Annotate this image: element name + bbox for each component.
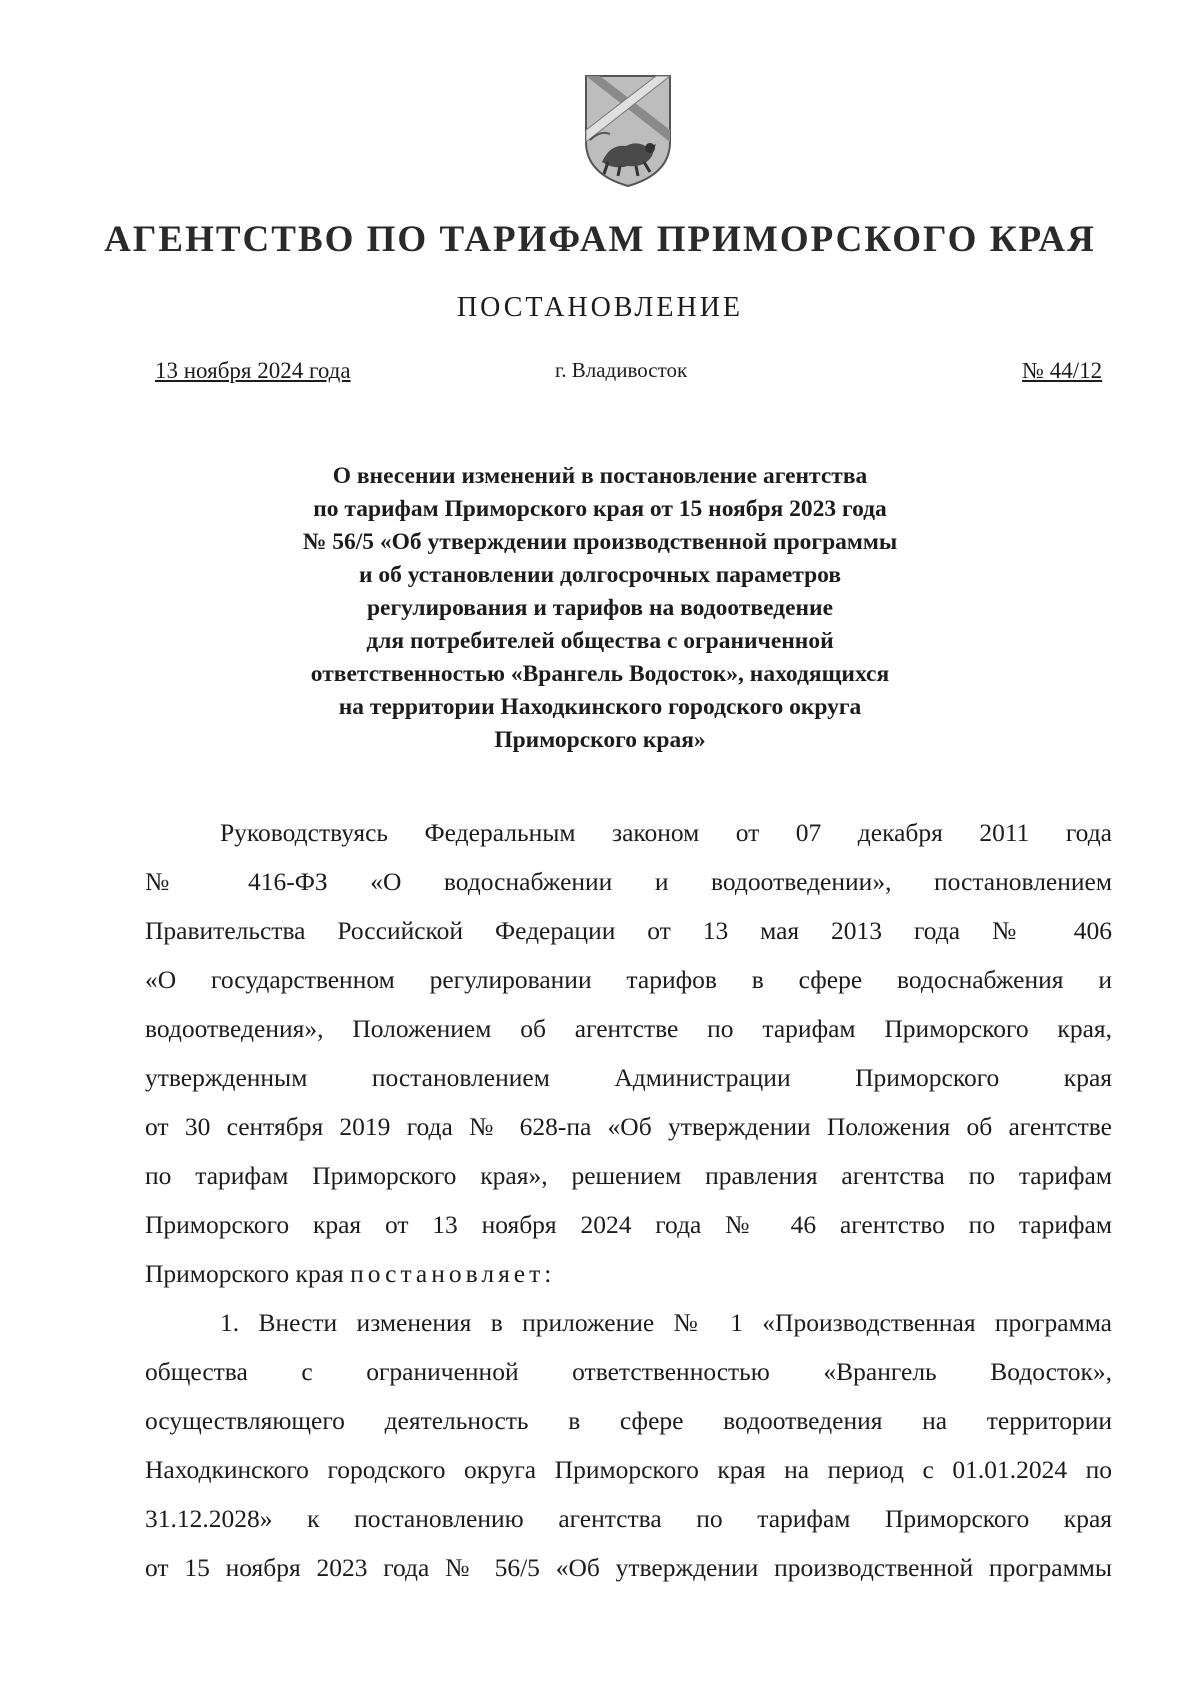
resolves-word: постановляет:: [350, 1259, 556, 1288]
body-line: по тарифам Приморского края», решением правления агентства по тарифам: [145, 1161, 1112, 1190]
body-line: Приморского края от 13 ноября 2024 года № 46 агентство по тарифам: [145, 1210, 1112, 1239]
agency-name: АГЕНТСТВО ПО ТАРИФАМ ПРИМОРСКОГО КРАЯ: [104, 219, 1096, 260]
body-line: № 416-ФЗ «О водоснабжении и водоотведении», постановлением: [145, 867, 1112, 896]
document-city: г. Владивосток: [555, 358, 688, 382]
title-line: по тарифам Приморского края от 15 ноября 2023 года: [313, 496, 887, 522]
body-line: [145, 1249, 1112, 1298]
body-line: 1. Внести изменения в приложение № 1 «Производственная программа: [220, 1308, 1112, 1337]
body-line: Правительства Российской Федерации от 13 мая 2013 года № 406: [145, 916, 1112, 945]
body-line: утвержденным постановлением Администрации Приморского края: [145, 1063, 1112, 1092]
paragraph-preamble: [145, 808, 1112, 1298]
title-line: О внесении изменений в постановление агентства: [332, 463, 868, 489]
body-line: от 15 ноября 2023 года № 56/5 «Об утверждении производственной программы: [145, 1553, 1112, 1582]
title-line: Приморского края»: [494, 727, 706, 753]
body-line: общества с ограниченной ответственностью «Врангель Водосток»,: [145, 1357, 1112, 1386]
body-line: «О государственном регулировании тарифов в сфере водоснабжения и: [145, 965, 1112, 994]
body-line: 31.12.2028» к постановлению агентства по тарифам Приморского края: [145, 1504, 1112, 1533]
title-line: № 56/5 «Об утверждении производственной программы: [302, 529, 898, 555]
document-date: 13 ноября 2024 года: [155, 358, 351, 383]
document-type: ПОСТАНОВЛЕНИЕ: [456, 292, 744, 323]
body-line: Находкинского городского округа Приморского края на период с 01.01.2024 по: [145, 1455, 1112, 1484]
document-title: [200, 460, 1000, 757]
body-line: от 30 сентября 2019 года № 628-па «Об утверждении Положения об агентстве: [145, 1112, 1112, 1141]
paragraph-item-1: [145, 1298, 1112, 1592]
document-number: № 44/12: [1022, 358, 1103, 383]
title-line: ответственностью «Врангель Водосток», находящихся: [310, 661, 890, 687]
title-line: на территории Находкинского городского округа: [338, 694, 862, 720]
coat-of-arms-emblem: [580, 70, 676, 190]
body-line-prefix: Приморского края: [145, 1259, 351, 1288]
title-line: и об установлении долгосрочных параметров: [358, 562, 842, 588]
title-line: для потребителей общества с ограниченной: [366, 628, 834, 654]
body-line: Руководствуясь Федеральным законом от 07 декабря 2011 года: [220, 818, 1112, 847]
title-line: регулирования и тарифов на водоотведение: [366, 595, 834, 621]
body-line: осуществляющего деятельность в сфере водоотведения на территории: [145, 1406, 1112, 1435]
body-line: водоотведения», Положением об агентстве по тарифам Приморского края,: [145, 1014, 1112, 1043]
document-body: [145, 808, 1112, 1592]
